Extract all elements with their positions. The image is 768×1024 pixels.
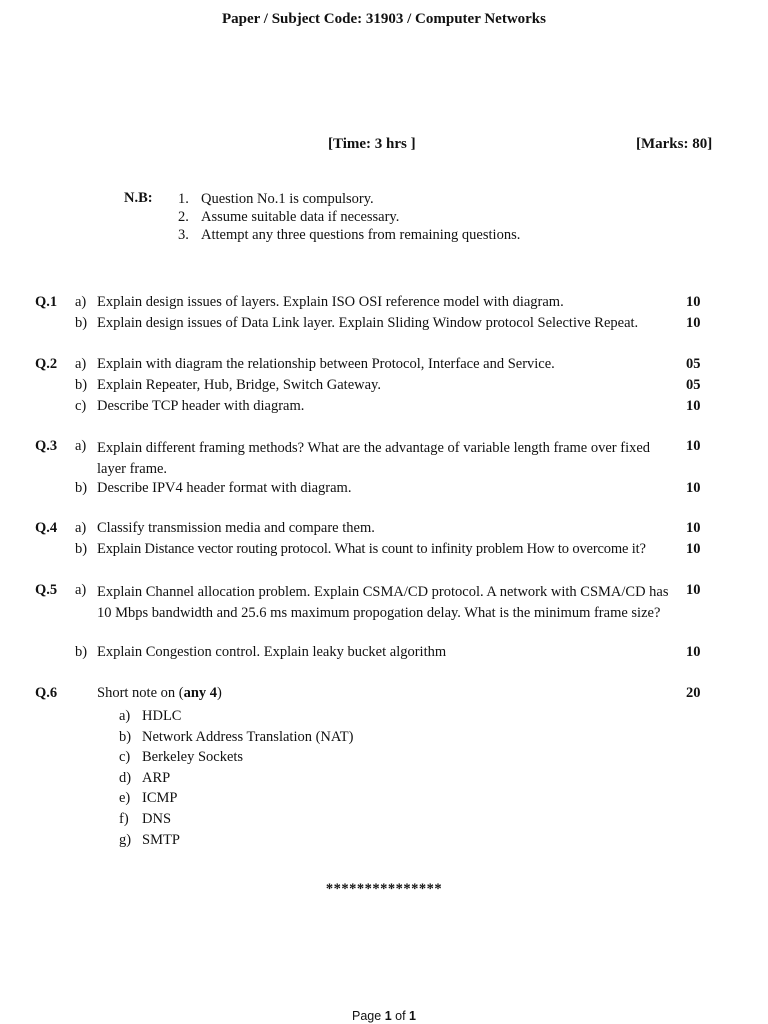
- question-text: Explain design issues of layers. Explain ISO OSI reference model with diagram.: [97, 294, 564, 310]
- list-item: g) SMTP: [119, 831, 180, 848]
- time-allotted: [Time: 3 hrs ]: [328, 136, 416, 152]
- sub-label: a): [75, 520, 87, 536]
- question-text: Explain with diagram the relationship between Protocol, Interface and Service.: [97, 356, 555, 372]
- sub-label: a): [75, 582, 87, 598]
- question-text: Classify transmission media and compare them.: [97, 520, 375, 536]
- sub-label: a): [75, 294, 87, 310]
- list-item: f) DNS: [119, 810, 172, 827]
- sub-label: b): [75, 480, 88, 496]
- sub-label: b): [75, 644, 88, 660]
- question-marks: 10: [686, 398, 701, 414]
- question-marks: 10: [686, 315, 701, 331]
- list-item: a) HDLC: [119, 708, 182, 724]
- question-marks: 05: [686, 377, 701, 393]
- end-marker: ***************: [325, 881, 443, 897]
- nb-item: 3. Attempt any three questions from remaining questions.: [178, 227, 521, 243]
- question-label: Q.6: [35, 685, 58, 701]
- question-text: Explain Channel allocation problem. Explain CSMA/CD protocol. A network with CSMA/CD has 10 Mbps bandwidth and 25.6 ms maximum propogation delay. What is the minimum frame size?: [97, 584, 669, 621]
- question-text: Explain design issues of Data Link layer. Explain Sliding Window protocol Selective Repeat.: [97, 315, 639, 331]
- question-marks: 20: [686, 685, 701, 701]
- question-marks: 10: [686, 438, 701, 454]
- list-item: b) Network Address Translation (NAT): [119, 728, 354, 745]
- question-label: Q.5: [35, 582, 58, 598]
- question-marks: 05: [686, 356, 701, 372]
- question-text: Explain Congestion control. Explain leaky bucket algorithm: [97, 644, 447, 660]
- sub-label: a): [75, 356, 87, 372]
- nb-item: 2. Assume suitable data if necessary.: [178, 209, 400, 225]
- sub-label: b): [75, 377, 88, 393]
- question-text: Short note on (any 4): [97, 685, 222, 701]
- question-text: Describe IPV4 header format with diagram.: [97, 480, 352, 496]
- page-number: Page 1 of 1: [352, 1009, 416, 1023]
- question-text: Explain different framing methods? What are the advantage of variable length frame over fixed layer frame.: [97, 440, 651, 477]
- question-label: Q.1: [35, 294, 58, 310]
- question-text: Explain Distance vector routing protocol. What is count to infinity problem How to overcome it?: [97, 541, 646, 557]
- paper-title: Paper / Subject Code: 31903 / Computer Networks: [221, 11, 546, 27]
- nb-label: N.B:: [124, 190, 153, 206]
- question-text: Explain Repeater, Hub, Bridge, Switch Gateway.: [97, 377, 381, 393]
- nb-item: 1. Question No.1 is compulsory.: [178, 191, 374, 207]
- question-marks: 10: [686, 582, 701, 598]
- question-marks: 10: [686, 541, 701, 557]
- short-note-list: [119, 706, 353, 850]
- question-text: Describe TCP header with diagram.: [97, 398, 305, 414]
- question-label: Q.2: [35, 356, 58, 372]
- total-marks: [Marks: 80]: [636, 136, 713, 152]
- sub-label: a): [75, 438, 87, 454]
- sub-label: b): [75, 315, 88, 331]
- question-marks: 10: [686, 294, 701, 310]
- watermark-pattern: [758, 0, 768, 555]
- sub-label: c): [75, 398, 87, 414]
- sub-label: b): [75, 541, 88, 557]
- question-marks: 10: [686, 480, 701, 496]
- question-label: Q.4: [35, 520, 58, 536]
- question-marks: 10: [686, 520, 701, 536]
- list-item: c) Berkeley Sockets: [119, 749, 244, 766]
- question-label: Q.3: [35, 438, 58, 454]
- list-item: e) ICMP: [119, 790, 178, 807]
- list-item: d) ARP: [119, 769, 171, 786]
- nb-instructions: [178, 190, 520, 244]
- question-marks: 10: [686, 644, 701, 660]
